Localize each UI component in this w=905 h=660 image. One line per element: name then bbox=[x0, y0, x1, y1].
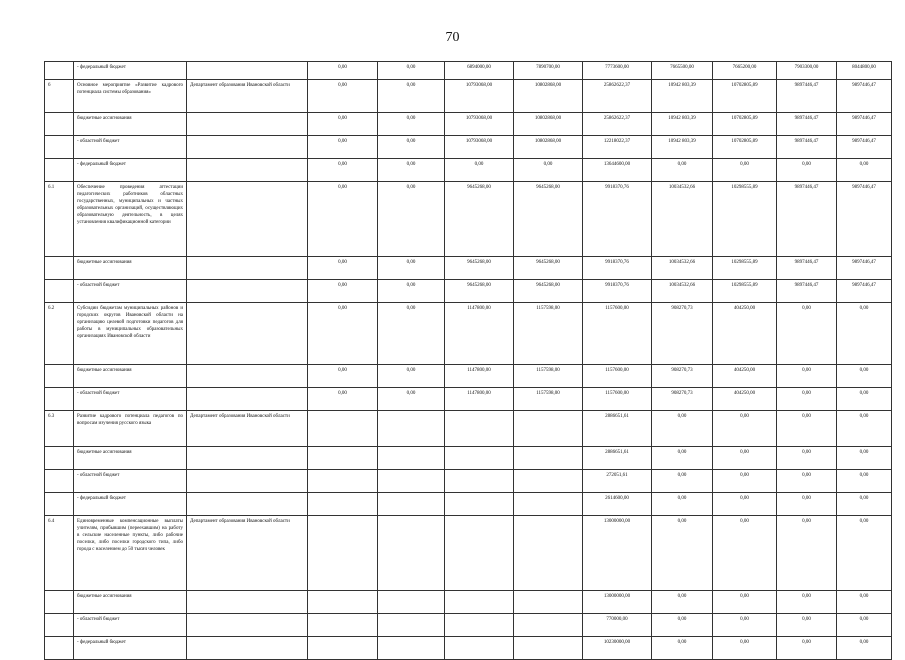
row-number-cell bbox=[45, 493, 74, 516]
row-name-cell: - областной бюджет bbox=[74, 614, 187, 637]
row-name-cell: бюджетные ассигнования bbox=[74, 365, 187, 388]
amount-cell: 1147800,00 bbox=[445, 388, 514, 411]
amount-cell: 0,00 bbox=[308, 182, 378, 257]
row-name-cell: - областной бюджет bbox=[74, 136, 187, 159]
amount-cell: 10802868,00 bbox=[514, 80, 583, 113]
executor-cell bbox=[187, 447, 308, 470]
amount-cell bbox=[308, 591, 378, 614]
amount-cell: 0,00 bbox=[713, 447, 777, 470]
amount-cell: 9897446,47 bbox=[777, 80, 837, 113]
amount-cell: 2886651,61 bbox=[583, 411, 652, 447]
amount-cell bbox=[308, 447, 378, 470]
amount-cell: 1157598,00 bbox=[514, 365, 583, 388]
executor-cell bbox=[187, 159, 308, 182]
table-row bbox=[45, 182, 892, 257]
row-name-cell: - областной бюджет bbox=[74, 388, 187, 411]
amount-cell: 0,00 bbox=[652, 591, 713, 614]
amount-cell: 0,00 bbox=[837, 591, 892, 614]
amount-cell: 0,00 bbox=[308, 136, 378, 159]
table-row bbox=[45, 280, 892, 303]
row-name-cell: бюджетные ассигнования bbox=[74, 113, 187, 136]
amount-cell: 0,00 bbox=[837, 614, 892, 637]
amount-cell: 272051,61 bbox=[583, 470, 652, 493]
amount-cell: 7773600,00 bbox=[583, 62, 652, 80]
amount-cell: 908270,73 bbox=[652, 365, 713, 388]
amount-cell: 10702805,89 bbox=[713, 80, 777, 113]
amount-cell: 0,00 bbox=[378, 62, 445, 80]
executor-cell bbox=[187, 303, 308, 365]
amount-cell: 0,00 bbox=[777, 159, 837, 182]
row-name-cell: - федеральный бюджет bbox=[74, 159, 187, 182]
amount-cell: 404250,00 bbox=[713, 388, 777, 411]
amount-cell: 6894000,00 bbox=[445, 62, 514, 80]
row-name-cell: Обеспечение проведения аттестации педагогических работников областных государственных, муниципальных и частных образовательных организаций, осуществляющих образовательную деятельность, в целях установления квалификационной категории bbox=[74, 182, 187, 257]
page-number: 70 bbox=[445, 30, 460, 45]
row-name-cell: - федеральный бюджет bbox=[74, 493, 187, 516]
amount-cell: 0,00 bbox=[652, 493, 713, 516]
amount-cell: 7903300,00 bbox=[777, 62, 837, 80]
executor-cell bbox=[187, 280, 308, 303]
amount-cell: 0,00 bbox=[777, 303, 837, 365]
amount-cell: 0,00 bbox=[308, 365, 378, 388]
amount-cell: 7665200,00 bbox=[713, 62, 777, 80]
executor-cell bbox=[187, 257, 308, 280]
executor-cell bbox=[187, 62, 308, 80]
row-number-cell bbox=[45, 591, 74, 614]
amount-cell: 0,00 bbox=[713, 637, 777, 660]
amount-cell: 10298555,89 bbox=[713, 182, 777, 257]
amount-cell bbox=[514, 411, 583, 447]
executor-cell: Департамент образования Ивановской области bbox=[187, 516, 308, 591]
executor-cell bbox=[187, 136, 308, 159]
row-number-cell bbox=[45, 62, 74, 80]
table-row bbox=[45, 591, 892, 614]
amount-cell: 0,00 bbox=[378, 257, 445, 280]
amount-cell: 13000000,00 bbox=[583, 591, 652, 614]
amount-cell: 9897446,47 bbox=[837, 136, 892, 159]
table-row bbox=[45, 388, 892, 411]
amount-cell: 10702805,89 bbox=[713, 136, 777, 159]
amount-cell bbox=[514, 470, 583, 493]
amount-cell: 9918370,76 bbox=[583, 257, 652, 280]
amount-cell: 10298555,89 bbox=[713, 280, 777, 303]
row-number-cell: 6.3 bbox=[45, 411, 74, 447]
amount-cell: 10230000,00 bbox=[583, 637, 652, 660]
amount-cell: 0,00 bbox=[777, 516, 837, 591]
amount-cell: 0,00 bbox=[378, 365, 445, 388]
amount-cell bbox=[514, 516, 583, 591]
row-number-cell bbox=[45, 136, 74, 159]
amount-cell bbox=[308, 614, 378, 637]
amount-cell: 0,00 bbox=[652, 516, 713, 591]
amount-cell: 0,00 bbox=[713, 470, 777, 493]
amount-cell: 1157600,00 bbox=[583, 365, 652, 388]
executor-cell: Департамент образования Ивановской области bbox=[187, 80, 308, 113]
amount-cell: 7890700,00 bbox=[514, 62, 583, 80]
amount-cell: 10298555,89 bbox=[713, 257, 777, 280]
amount-cell: 0,00 bbox=[837, 388, 892, 411]
row-name-cell: Единовременные компенсационные выплаты учителям, прибывшим (переехавшим) на работу в сельские населенные пункты, либо рабочие поселки, либо поселки городского типа, либо города с населением до 50 тысяч человек bbox=[74, 516, 187, 591]
amount-cell: 25862622,37 bbox=[583, 80, 652, 113]
amount-cell: 0,00 bbox=[777, 493, 837, 516]
amount-cell: 404250,00 bbox=[713, 303, 777, 365]
table-row bbox=[45, 303, 892, 365]
amount-cell: 0,00 bbox=[308, 303, 378, 365]
amount-cell: 13000000,00 bbox=[583, 516, 652, 591]
amount-cell: 0,00 bbox=[378, 388, 445, 411]
amount-cell bbox=[378, 493, 445, 516]
row-number-cell bbox=[45, 447, 74, 470]
row-name-cell: - областной бюджет bbox=[74, 470, 187, 493]
amount-cell: 0,00 bbox=[837, 637, 892, 660]
amount-cell: 10034532,66 bbox=[652, 182, 713, 257]
table-row bbox=[45, 80, 892, 113]
row-name-cell: Развитие кадрового потенциала педагогов по вопросам изучения русского языка bbox=[74, 411, 187, 447]
row-name-cell: Основное мероприятие «Развитие кадрового потенциала системы образования» bbox=[74, 80, 187, 113]
amount-cell: 0,00 bbox=[837, 516, 892, 591]
amount-cell: 9897446,47 bbox=[837, 113, 892, 136]
amount-cell: 0,00 bbox=[308, 280, 378, 303]
amount-cell: 0,00 bbox=[378, 80, 445, 113]
amount-cell: 0,00 bbox=[652, 614, 713, 637]
amount-cell bbox=[445, 516, 514, 591]
executor-cell bbox=[187, 493, 308, 516]
amount-cell: 0,00 bbox=[652, 411, 713, 447]
amount-cell: 1147800,00 bbox=[445, 303, 514, 365]
amount-cell: 0,00 bbox=[378, 136, 445, 159]
amount-cell: 9897446,47 bbox=[837, 280, 892, 303]
amount-cell: 9918370,76 bbox=[583, 182, 652, 257]
table-row bbox=[45, 493, 892, 516]
row-number-cell bbox=[45, 365, 74, 388]
row-name-cell: - областной бюджет bbox=[74, 280, 187, 303]
amount-cell: 0,00 bbox=[445, 159, 514, 182]
executor-cell bbox=[187, 591, 308, 614]
executor-cell bbox=[187, 614, 308, 637]
amount-cell: 9897446,47 bbox=[837, 80, 892, 113]
amount-cell: 8044800,00 bbox=[837, 62, 892, 80]
amount-cell: 10802868,00 bbox=[514, 136, 583, 159]
amount-cell: 0,00 bbox=[308, 159, 378, 182]
amount-cell: 10793068,00 bbox=[445, 80, 514, 113]
amount-cell bbox=[445, 591, 514, 614]
amount-cell: 0,00 bbox=[713, 493, 777, 516]
amount-cell: 0,00 bbox=[378, 159, 445, 182]
amount-cell: 10793068,00 bbox=[445, 113, 514, 136]
budget-table bbox=[44, 61, 892, 660]
row-number-cell: 6.4 bbox=[45, 516, 74, 591]
amount-cell: 9897446,47 bbox=[777, 113, 837, 136]
amount-cell: 0,00 bbox=[777, 447, 837, 470]
amount-cell: 0,00 bbox=[378, 113, 445, 136]
table-row bbox=[45, 257, 892, 280]
executor-cell bbox=[187, 113, 308, 136]
amount-cell bbox=[514, 614, 583, 637]
amount-cell: 404250,00 bbox=[713, 365, 777, 388]
row-name-cell: бюджетные ассигнования bbox=[74, 447, 187, 470]
amount-cell: 0,00 bbox=[777, 365, 837, 388]
amount-cell: 0,00 bbox=[837, 365, 892, 388]
amount-cell: 9897446,47 bbox=[837, 257, 892, 280]
amount-cell: 770000,00 bbox=[583, 614, 652, 637]
row-number-cell bbox=[45, 280, 74, 303]
row-name-cell: - федеральный бюджет bbox=[74, 637, 187, 660]
executor-cell bbox=[187, 470, 308, 493]
amount-cell: 1157598,00 bbox=[514, 303, 583, 365]
row-number-cell: 6.2 bbox=[45, 303, 74, 365]
table-row bbox=[45, 470, 892, 493]
table-row bbox=[45, 113, 892, 136]
amount-cell: 0,00 bbox=[378, 280, 445, 303]
amount-cell: 2886651,61 bbox=[583, 447, 652, 470]
amount-cell: 0,00 bbox=[308, 388, 378, 411]
amount-cell: 0,00 bbox=[378, 303, 445, 365]
row-name-cell: - федеральный бюджет bbox=[74, 62, 187, 80]
amount-cell: 7665500,00 bbox=[652, 62, 713, 80]
amount-cell: 9897446,47 bbox=[777, 280, 837, 303]
amount-cell: 908270,73 bbox=[652, 303, 713, 365]
row-number-cell bbox=[45, 113, 74, 136]
amount-cell bbox=[445, 447, 514, 470]
amount-cell: 10034532,66 bbox=[652, 280, 713, 303]
amount-cell: 0,00 bbox=[652, 447, 713, 470]
amount-cell: 9645268,00 bbox=[514, 182, 583, 257]
amount-cell: 9645268,00 bbox=[445, 182, 514, 257]
amount-cell: 0,00 bbox=[837, 447, 892, 470]
amount-cell: 0,00 bbox=[713, 411, 777, 447]
amount-cell: 9897446,47 bbox=[777, 182, 837, 257]
amount-cell: 0,00 bbox=[308, 257, 378, 280]
amount-cell: 9645268,00 bbox=[514, 280, 583, 303]
amount-cell bbox=[514, 493, 583, 516]
amount-cell: 9918370,76 bbox=[583, 280, 652, 303]
amount-cell: 9897446,47 bbox=[777, 257, 837, 280]
amount-cell: 0,00 bbox=[713, 591, 777, 614]
executor-cell: Департамент образования Ивановской области bbox=[187, 411, 308, 447]
amount-cell: 0,00 bbox=[514, 159, 583, 182]
amount-cell: 0,00 bbox=[713, 516, 777, 591]
amount-cell: 1147800,00 bbox=[445, 365, 514, 388]
amount-cell bbox=[378, 411, 445, 447]
amount-cell: 0,00 bbox=[777, 614, 837, 637]
amount-cell: 13644600,00 bbox=[583, 159, 652, 182]
amount-cell: 0,00 bbox=[777, 470, 837, 493]
amount-cell bbox=[308, 516, 378, 591]
table-row bbox=[45, 159, 892, 182]
amount-cell: 0,00 bbox=[837, 470, 892, 493]
amount-cell: 10034532,66 bbox=[652, 257, 713, 280]
amount-cell: 0,00 bbox=[308, 62, 378, 80]
amount-cell: 2614600,00 bbox=[583, 493, 652, 516]
amount-cell bbox=[308, 470, 378, 493]
amount-cell: 0,00 bbox=[837, 159, 892, 182]
row-number-cell: 6.1 bbox=[45, 182, 74, 257]
amount-cell: 908270,73 bbox=[652, 388, 713, 411]
amount-cell: 0,00 bbox=[378, 182, 445, 257]
amount-cell: 0,00 bbox=[713, 614, 777, 637]
amount-cell: 0,00 bbox=[308, 113, 378, 136]
amount-cell bbox=[308, 493, 378, 516]
amount-cell: 10702805,89 bbox=[713, 113, 777, 136]
amount-cell bbox=[445, 470, 514, 493]
amount-cell: 0,00 bbox=[713, 159, 777, 182]
amount-cell bbox=[378, 516, 445, 591]
amount-cell: 0,00 bbox=[837, 303, 892, 365]
amount-cell: 10942 803,39 bbox=[652, 113, 713, 136]
amount-cell: 10793068,00 bbox=[445, 136, 514, 159]
executor-cell bbox=[187, 365, 308, 388]
amount-cell: 9897446,47 bbox=[837, 182, 892, 257]
table-row bbox=[45, 447, 892, 470]
table-row bbox=[45, 365, 892, 388]
amount-cell: 25862622,37 bbox=[583, 113, 652, 136]
amount-cell: 0,00 bbox=[777, 411, 837, 447]
amount-cell: 10942 803,39 bbox=[652, 80, 713, 113]
row-name-cell: бюджетные ассигнования bbox=[74, 257, 187, 280]
amount-cell: 0,00 bbox=[837, 493, 892, 516]
amount-cell bbox=[308, 411, 378, 447]
amount-cell: 12218022,37 bbox=[583, 136, 652, 159]
amount-cell: 0,00 bbox=[837, 411, 892, 447]
amount-cell: 1157598,00 bbox=[514, 388, 583, 411]
row-number-cell bbox=[45, 470, 74, 493]
executor-cell bbox=[187, 182, 308, 257]
row-number-cell bbox=[45, 257, 74, 280]
amount-cell bbox=[378, 447, 445, 470]
amount-cell: 9645268,00 bbox=[445, 257, 514, 280]
amount-cell: 9645268,00 bbox=[514, 257, 583, 280]
amount-cell: 0,00 bbox=[652, 470, 713, 493]
executor-cell bbox=[187, 388, 308, 411]
amount-cell bbox=[514, 447, 583, 470]
table-row bbox=[45, 614, 892, 637]
amount-cell: 0,00 bbox=[308, 80, 378, 113]
amount-cell bbox=[378, 591, 445, 614]
row-number-cell bbox=[45, 388, 74, 411]
amount-cell: 0,00 bbox=[652, 637, 713, 660]
table-row bbox=[45, 62, 892, 80]
amount-cell: 0,00 bbox=[777, 591, 837, 614]
amount-cell bbox=[445, 493, 514, 516]
amount-cell: 1157600,00 bbox=[583, 388, 652, 411]
row-number-cell: 6 bbox=[45, 80, 74, 113]
amount-cell: 10802868,00 bbox=[514, 113, 583, 136]
table-row bbox=[45, 411, 892, 447]
amount-cell bbox=[445, 411, 514, 447]
amount-cell: 10942 803,39 bbox=[652, 136, 713, 159]
amount-cell: 0,00 bbox=[777, 388, 837, 411]
row-name-cell: Субсидии бюджетам муниципальных районов и городских округов Ивановской области на организацию целевой подготовки педагогов для работы в муниципальных образовательных организациях Ивановской области bbox=[74, 303, 187, 365]
amount-cell: 1157600,00 bbox=[583, 303, 652, 365]
table-row bbox=[45, 136, 892, 159]
amount-cell bbox=[378, 470, 445, 493]
amount-cell bbox=[378, 614, 445, 637]
row-number-cell bbox=[45, 159, 74, 182]
amount-cell: 0,00 bbox=[652, 159, 713, 182]
row-name-cell: бюджетные ассигнования bbox=[74, 591, 187, 614]
table-row bbox=[45, 516, 892, 591]
amount-cell: 0,00 bbox=[777, 637, 837, 660]
row-number-cell bbox=[45, 614, 74, 637]
amount-cell bbox=[445, 614, 514, 637]
amount-cell bbox=[514, 591, 583, 614]
amount-cell: 9897446,47 bbox=[777, 136, 837, 159]
amount-cell: 9645268,00 bbox=[445, 280, 514, 303]
